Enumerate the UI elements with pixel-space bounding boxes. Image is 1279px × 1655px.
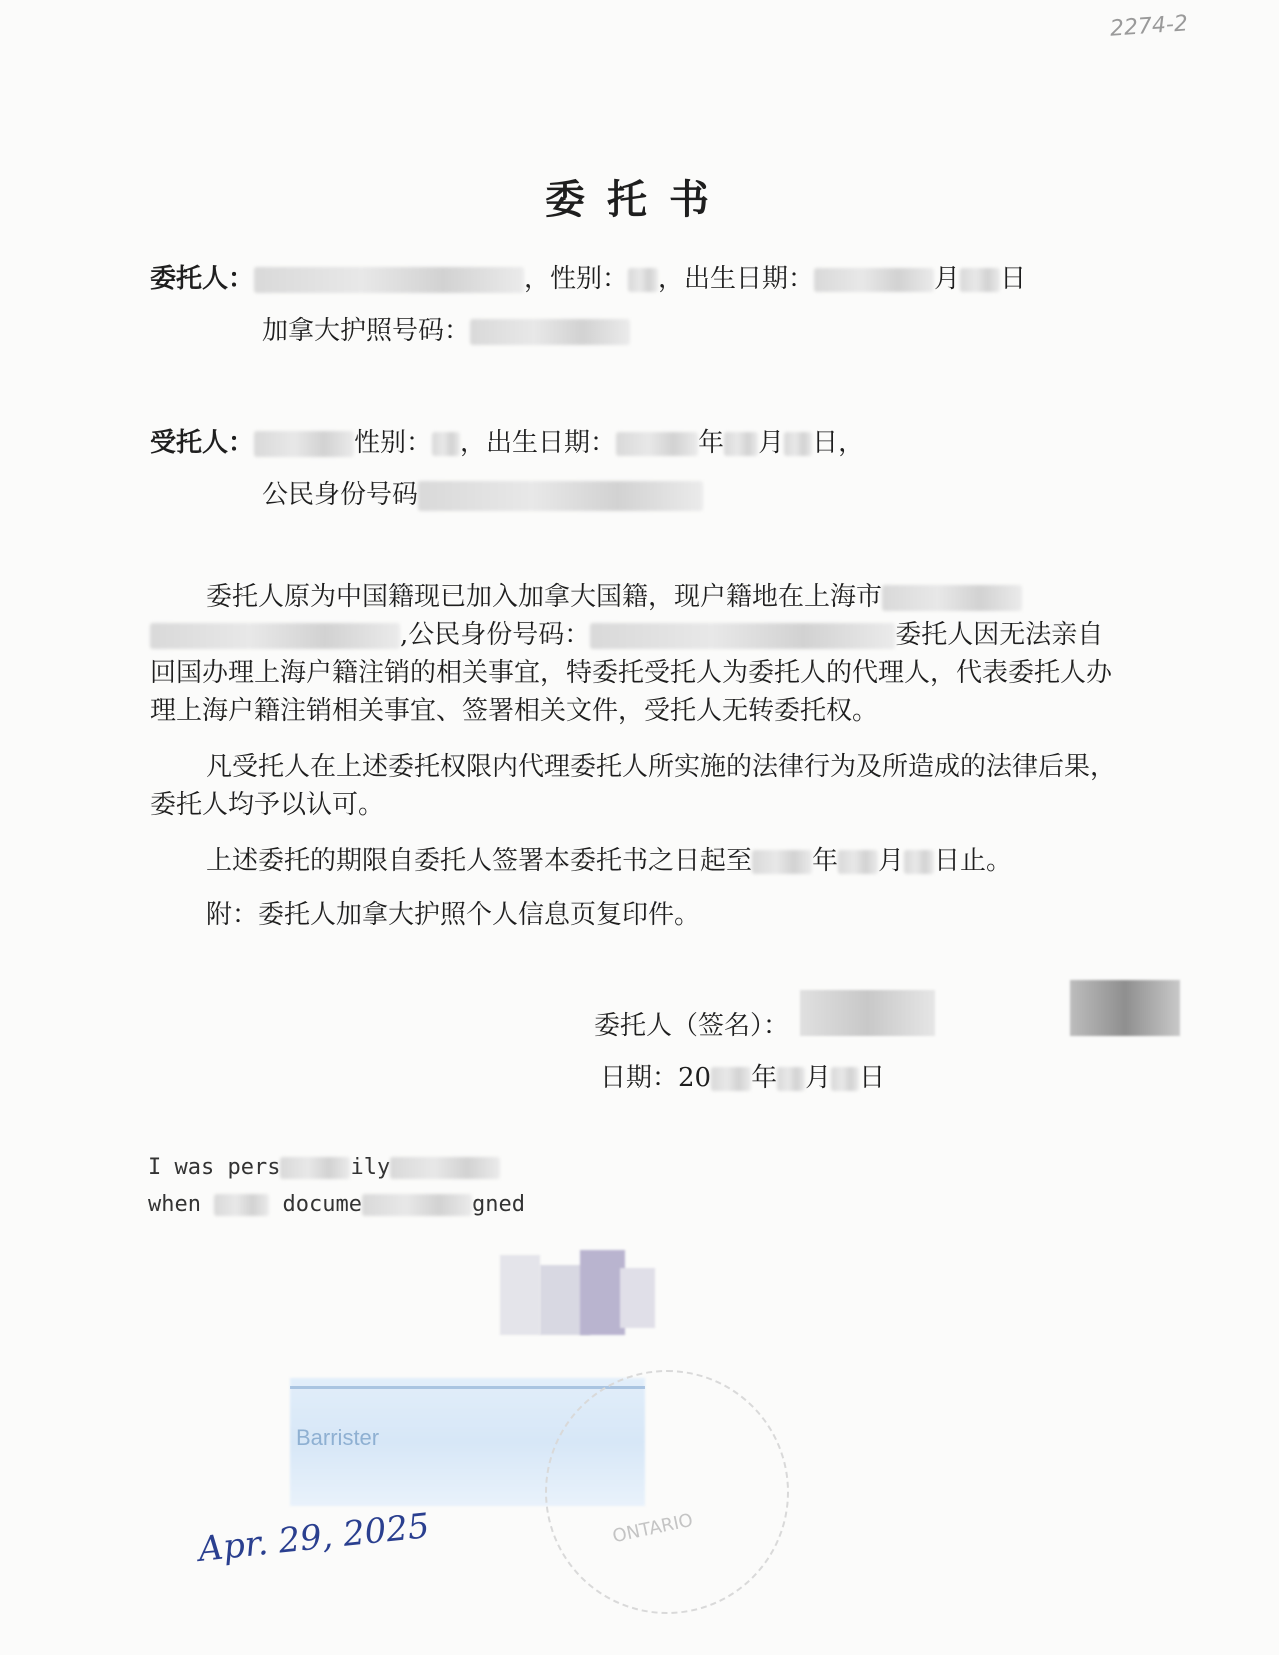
principal-birth-label: ，出生日期： bbox=[658, 264, 815, 294]
agent-label: 受托人： bbox=[150, 428, 255, 458]
agent-id-line bbox=[262, 474, 703, 511]
notary-line2-b: docume bbox=[282, 1192, 362, 1217]
notary-signature-pixels-4 bbox=[620, 1268, 655, 1328]
p1-text-d: 自回国办理上海户籍注销的相关事宜，特委托受托人为委托人的代理人，代表委托人办理上海户籍注销相关事宜、签署相关文件，受托人无转委托权。 bbox=[150, 620, 1113, 726]
paragraph-recognition: 凡受托人在上述委托权限内代理委托人所实施的法律行为及所造成的法律后果，委托人均予以认可。 bbox=[150, 752, 1117, 820]
embossed-seal bbox=[545, 1370, 789, 1614]
signature-date-label: 日期： bbox=[600, 1063, 679, 1093]
signature-year-suffix: 年 bbox=[751, 1063, 778, 1093]
redacted-term-month bbox=[838, 850, 878, 874]
redacted-sign-month bbox=[777, 1067, 805, 1091]
p1-text-c: 委托人因无法亲 bbox=[895, 620, 1078, 650]
notary-line1-b: ily bbox=[350, 1155, 391, 1180]
notary-stamp-text: Barrister bbox=[296, 1425, 380, 1450]
notary-signature-pixels-3 bbox=[580, 1250, 625, 1335]
paragraph-attachment: 附：委托人加拿大护照个人信息页复印件。 bbox=[206, 900, 701, 930]
redacted-notary-4 bbox=[362, 1194, 472, 1216]
redacted-signature-left bbox=[800, 990, 935, 1036]
agent-month-suffix: 月 bbox=[758, 428, 785, 458]
p3-month-suffix: 月 bbox=[878, 846, 905, 876]
notary-text-line1 bbox=[148, 1155, 500, 1180]
redacted-passport-number bbox=[470, 319, 630, 345]
redacted-sign-day bbox=[831, 1067, 859, 1091]
signature-line bbox=[594, 1005, 789, 1042]
redacted-notary-1 bbox=[280, 1157, 350, 1179]
redacted-signature-right bbox=[1070, 980, 1180, 1036]
redacted-agent-name bbox=[254, 431, 354, 457]
signature-date-line bbox=[600, 1057, 885, 1094]
signature-day-suffix: 日 bbox=[859, 1063, 886, 1093]
embossed-seal-text: ONTARIO bbox=[610, 1509, 695, 1548]
paragraph-term bbox=[150, 842, 1125, 880]
agent-birth-label: ，出生日期： bbox=[460, 428, 617, 458]
agent-line bbox=[150, 422, 864, 459]
redacted-agent-birth-month bbox=[724, 432, 758, 456]
p3-text-a: 上述委托的期限自委托人签署本委托书之日起至 bbox=[206, 846, 753, 876]
redacted-agent-birth-day bbox=[784, 432, 812, 456]
agent-gender-label: 性别： bbox=[354, 428, 433, 458]
agent-day-suffix: 日， bbox=[812, 428, 865, 458]
redacted-notary-3 bbox=[214, 1194, 269, 1216]
p3-day-suffix: 日止。 bbox=[934, 846, 1013, 876]
notary-signature-pixels-1 bbox=[500, 1255, 540, 1335]
redacted-notary-2 bbox=[390, 1157, 500, 1179]
redacted-agent-id bbox=[418, 481, 703, 511]
notary-text-line2 bbox=[148, 1192, 525, 1217]
signature-label: 委托人（签名）： bbox=[594, 1011, 790, 1041]
principal-label: 委托人： bbox=[150, 264, 255, 294]
signature-year-prefix: 20 bbox=[678, 1063, 712, 1093]
redacted-address-1 bbox=[882, 585, 1022, 611]
redacted-birth-day bbox=[960, 268, 1000, 292]
notary-stamp-rule bbox=[290, 1386, 645, 1389]
agent-year-suffix: 年 bbox=[698, 428, 725, 458]
redacted-agent-gender bbox=[432, 432, 460, 456]
redacted-sign-year bbox=[711, 1067, 751, 1091]
principal-line bbox=[150, 258, 1026, 295]
passport-label: 加拿大护照号码： bbox=[262, 316, 471, 346]
principal-day-suffix: 日 bbox=[1000, 264, 1027, 294]
handwritten-date: Apr. 29, 2025 bbox=[196, 1505, 432, 1571]
paragraph-authorization bbox=[150, 578, 1125, 730]
redacted-principal-name bbox=[254, 267, 524, 293]
p1-text-a: 委托人原为中国籍现已加入加拿大国籍，现户籍地在上海市 bbox=[206, 582, 883, 612]
redacted-address-2 bbox=[150, 623, 400, 649]
principal-gender-label: ，性别： bbox=[524, 264, 629, 294]
document-title: 委托书 bbox=[545, 177, 731, 223]
notary-line1-a: I was pers bbox=[148, 1155, 281, 1180]
signature-month-suffix: 月 bbox=[805, 1063, 832, 1093]
redacted-agent-birth-year bbox=[616, 432, 698, 456]
agent-id-label: 公民身份号码 bbox=[262, 480, 419, 510]
redacted-term-day bbox=[904, 850, 934, 874]
p3-year-suffix: 年 bbox=[812, 846, 839, 876]
principal-month-suffix: 月 bbox=[934, 264, 961, 294]
notary-line2-c: gned bbox=[471, 1192, 525, 1217]
p1-text-b: ,公民身份号码： bbox=[400, 620, 591, 650]
redacted-birth-year bbox=[814, 268, 934, 292]
redacted-principal-id bbox=[590, 623, 895, 649]
notary-line2-a: when bbox=[148, 1192, 201, 1217]
principal-passport-line bbox=[262, 310, 630, 347]
redacted-term-year bbox=[752, 850, 812, 874]
redacted-gender bbox=[628, 268, 658, 292]
corner-handwritten-mark: 2274-2 bbox=[1109, 11, 1189, 42]
